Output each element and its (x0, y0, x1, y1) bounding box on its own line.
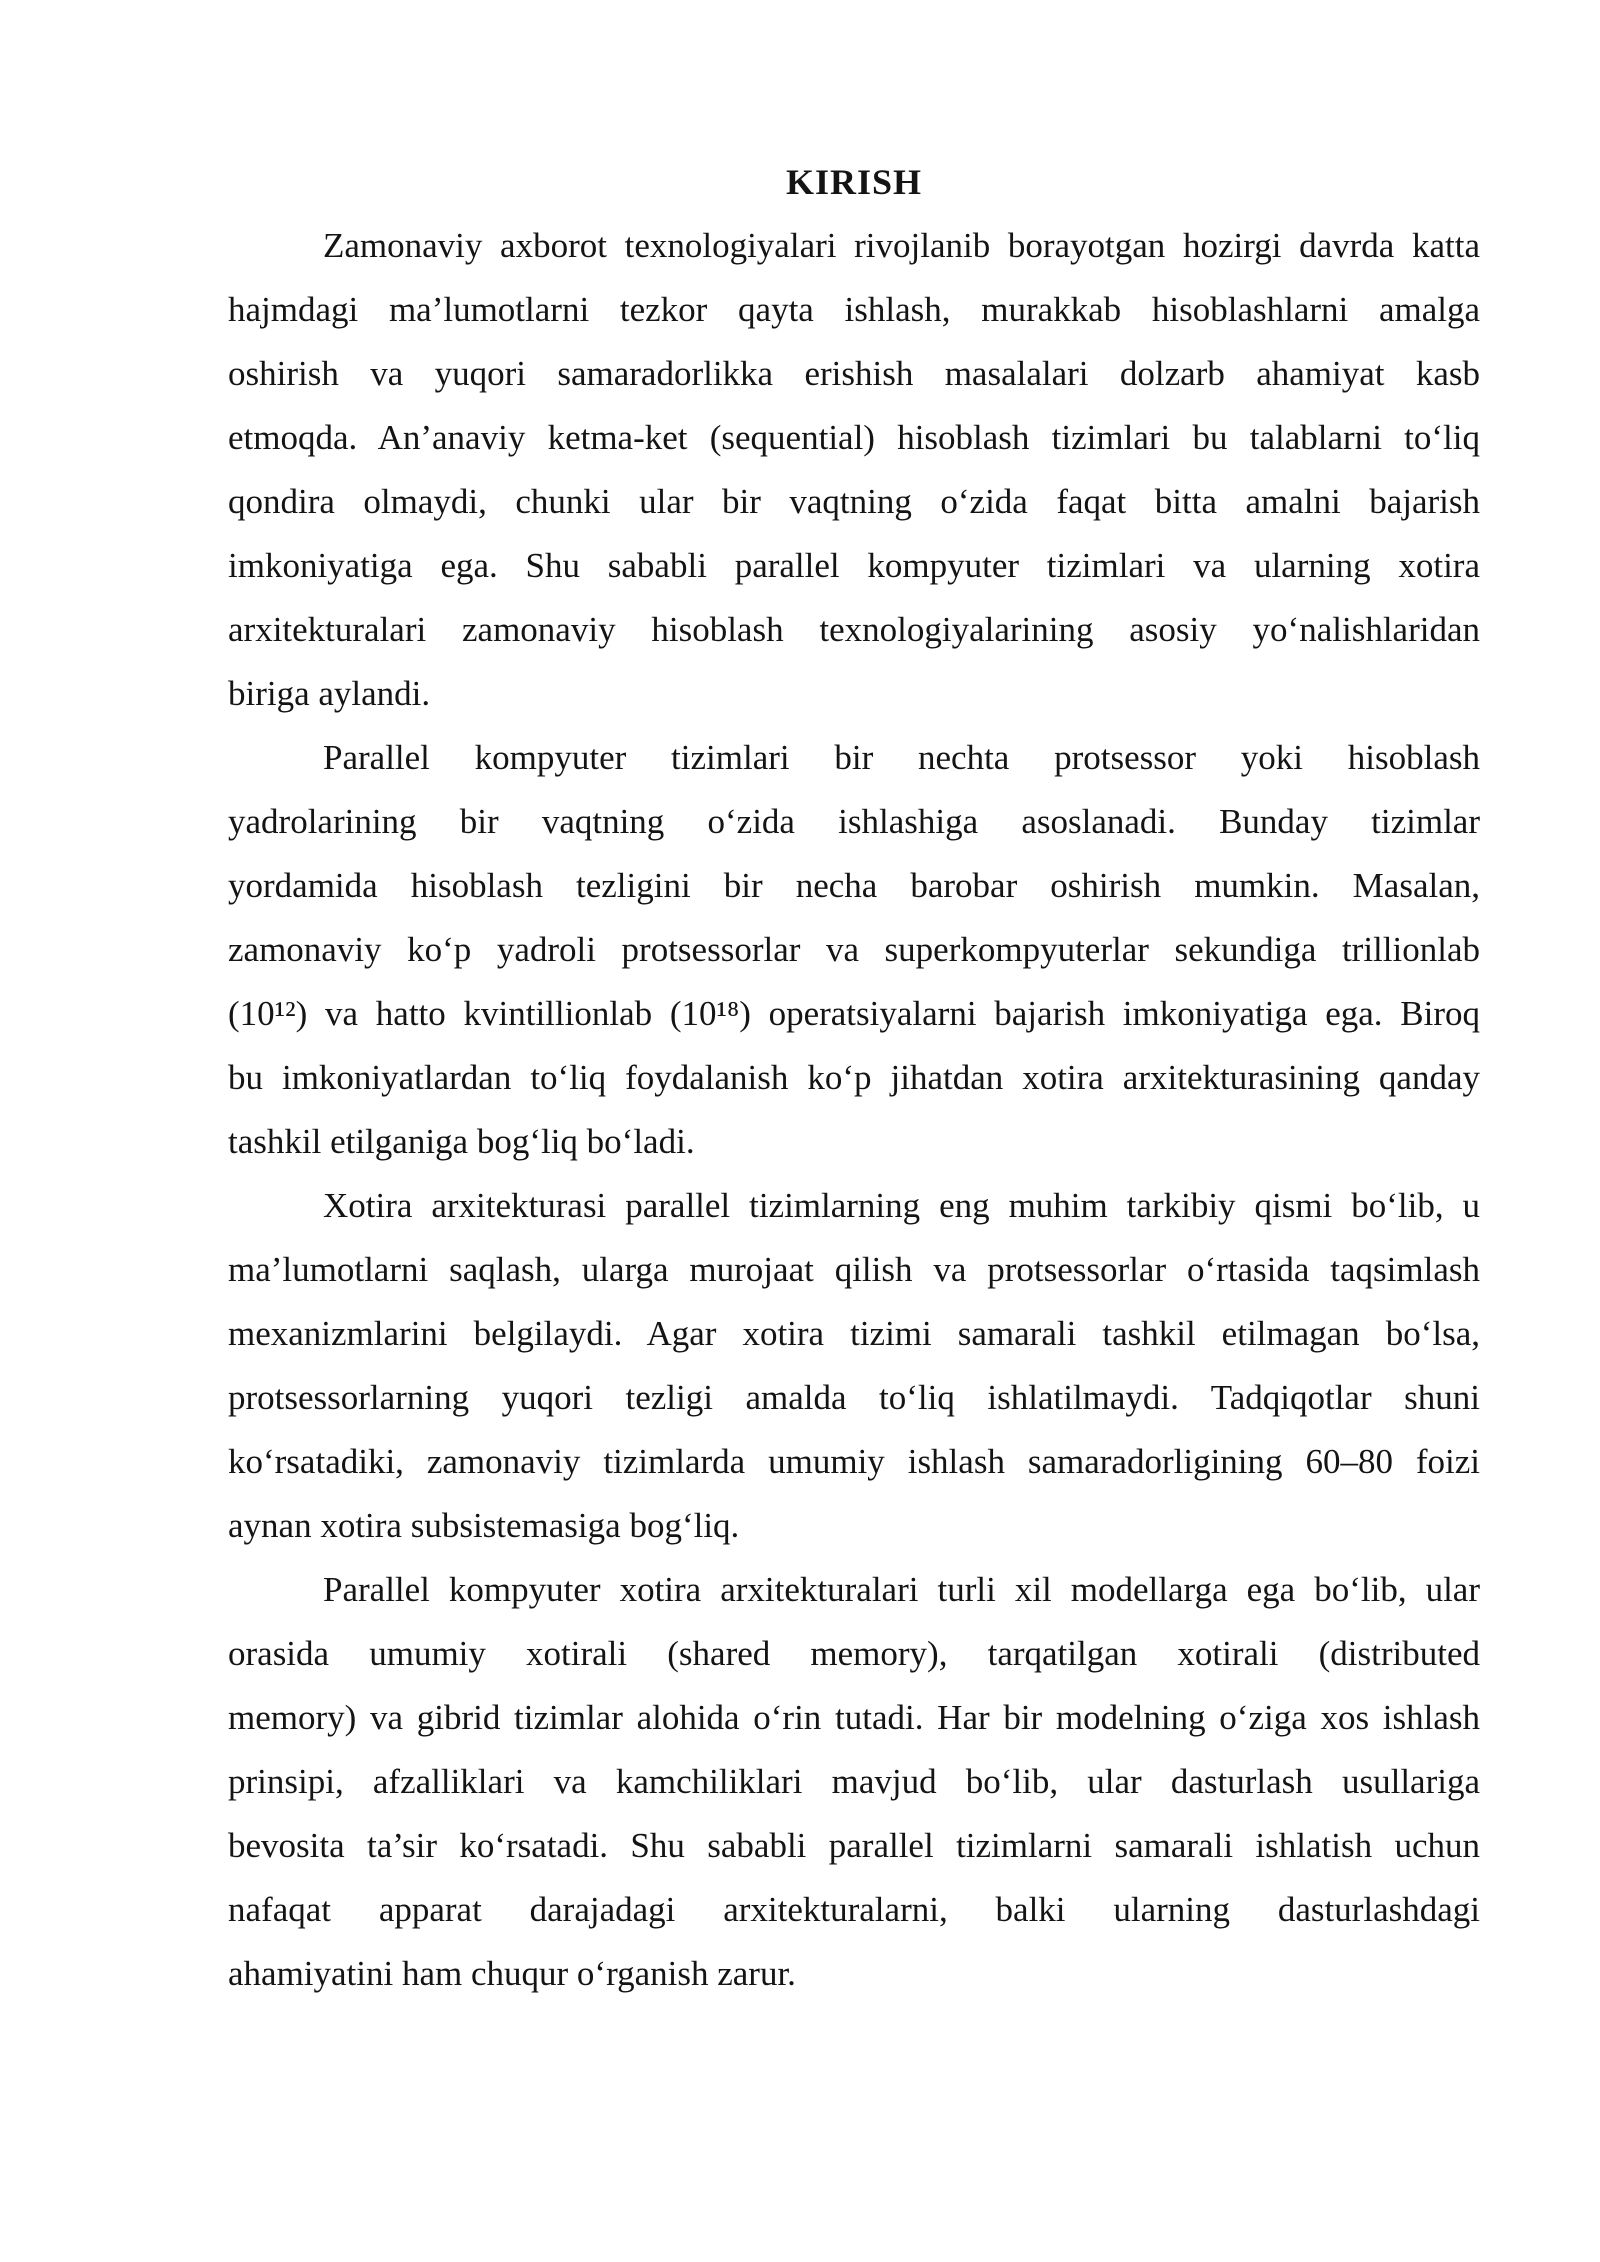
paragraph (228, 214, 1480, 726)
text-line: hajmdagi ma’lumotlarni tezkor qayta ishlash, murakkab hisoblashlarni amalga (228, 290, 1480, 329)
page-title: KIRISH (785, 162, 923, 202)
text-line: yordamida hisoblash tezligini bir necha barobar oshirish mumkin. Masalan, (228, 866, 1480, 905)
text-line: biriga aylandi. (228, 674, 431, 713)
paragraph (228, 1558, 1480, 2006)
text-line: mexanizmlarini belgilaydi. Agar xotira tizimi samarali tashkil etilmagan bo‘lsa, (228, 1314, 1480, 1353)
text-line: qondira olmaydi, chunki ular bir vaqtning o‘zida faqat bitta amalni bajarish (228, 482, 1480, 521)
text-line: ahamiyatini ham chuqur o‘rganish zarur. (228, 1954, 796, 1993)
text-line: Xotira arxitekturasi parallel tizimlarning eng muhim tarkibiy qismi bo‘lib, u (323, 1186, 1480, 1225)
text-line: ko‘rsatadiki, zamonaviy tizimlarda umumiy ishlash samaradorligining 60–80 foizi (228, 1442, 1480, 1481)
text-line: ma’lumotlarni saqlash, ularga murojaat qilish va protsessorlar o‘rtasida taqsimlash (228, 1250, 1480, 1289)
text-line: arxitekturalari zamonaviy hisoblash texnologiyalarining asosiy yo‘nalishlaridan (228, 610, 1480, 649)
text-line: Parallel kompyuter xotira arxitekturalari turli xil modellarga ega bo‘lib, ular (323, 1570, 1480, 1609)
text-line: imkoniyatiga ega. Shu sababli parallel kompyuter tizimlari va ularning xotira (228, 546, 1480, 585)
text-line: aynan xotira subsistemasiga bog‘liq. (228, 1506, 740, 1545)
text-line: memory) va gibrid tizimlar alohida o‘rin tutadi. Har bir modelning o‘ziga xos ishlash (228, 1698, 1480, 1737)
text-line: bevosita ta’sir ko‘rsatadi. Shu sababli parallel tizimlarni samarali ishlatish uchun (228, 1826, 1480, 1865)
text-line: yadrolarining bir vaqtning o‘zida ishlashiga asoslanadi. Bunday tizimlar (228, 802, 1480, 841)
paragraph (228, 1174, 1480, 1558)
text-line: Zamonaviy axborot texnologiyalari rivojlanib borayotgan hozirgi davrda katta (323, 226, 1480, 265)
paragraph (228, 726, 1480, 1174)
text-line: Parallel kompyuter tizimlari bir nechta protsessor yoki hisoblash (323, 738, 1480, 777)
text-line: (10¹²) va hatto kvintillionlab (10¹⁸) operatsiyalarni bajarish imkoniyatiga ega. Biroq (228, 994, 1480, 1033)
text-line: zamonaviy ko‘p yadroli protsessorlar va superkompyuterlar sekundiga trillionlab (228, 930, 1480, 969)
text-line: prinsipi, afzalliklari va kamchiliklari mavjud bo‘lib, ular dasturlash usullariga (228, 1762, 1480, 1801)
text-line: bu imkoniyatlardan to‘liq foydalanish ko‘p jihatdan xotira arxitekturasining qanday (228, 1058, 1480, 1097)
text-line: nafaqat apparat darajadagi arxitekturalarni, balki ularning dasturlashdagi (228, 1890, 1480, 1929)
text-line: oshirish va yuqori samaradorlikka erishish masalalari dolzarb ahamiyat kasb (228, 354, 1480, 393)
text-line: protsessorlarning yuqori tezligi amalda to‘liq ishlatilmaydi. Tadqiqotlar shuni (228, 1378, 1480, 1417)
text-line: orasida umumiy xotirali (shared memory), tarqatilgan xotirali (distributed (228, 1634, 1480, 1673)
text-line: tashkil etilganiga bog‘liq bo‘ladi. (228, 1122, 695, 1161)
page-body (228, 214, 1480, 2006)
text-line: etmoqda. An’anaviy ketma-ket (sequential) hisoblash tizimlari bu talablarni to‘liq (228, 418, 1480, 457)
